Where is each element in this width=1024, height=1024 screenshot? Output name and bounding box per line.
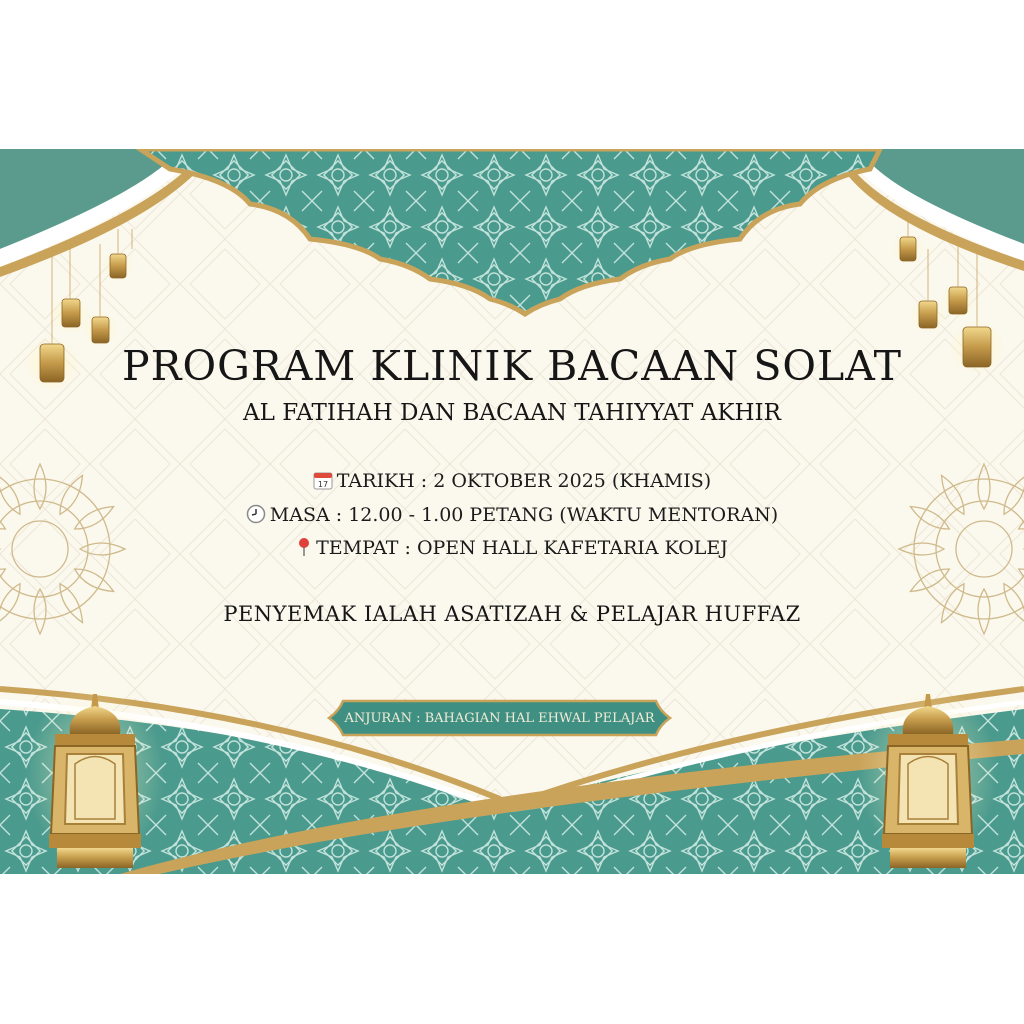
tempat-text: TEMPAT : OPEN HALL KAFETARIA KOLEJ bbox=[316, 537, 728, 559]
detail-tempat bbox=[0, 537, 1024, 559]
clock-icon bbox=[246, 504, 266, 524]
tarikh-text: TARIKH : 2 OKTOBER 2025 (KHAMIS) bbox=[336, 470, 712, 492]
masa-text: MASA : 12.00 - 1.00 PETANG (WAKTU MENTORAN) bbox=[269, 504, 779, 526]
poster-title: PROGRAM KLINIK BACAAN SOLAT bbox=[122, 342, 902, 390]
detail-tarikh bbox=[0, 470, 1024, 492]
calendar-icon bbox=[313, 470, 333, 490]
detail-masa bbox=[0, 504, 1024, 526]
poster-subtitle: AL FATIHAH DAN BACAAN TAHIYYAT AKHIR bbox=[243, 400, 781, 426]
penyemak-text: PENYEMAK IALAH ASATIZAH & PELAJAR HUFFAZ bbox=[223, 602, 801, 626]
calendar-icon-day: 17 bbox=[317, 480, 328, 489]
event-poster bbox=[0, 149, 1024, 874]
pin-icon bbox=[296, 537, 312, 557]
anjuran-text: ANJURAN : BAHAGIAN HAL EHWAL PELAJAR bbox=[344, 710, 655, 726]
anjuran-badge bbox=[327, 699, 672, 737]
